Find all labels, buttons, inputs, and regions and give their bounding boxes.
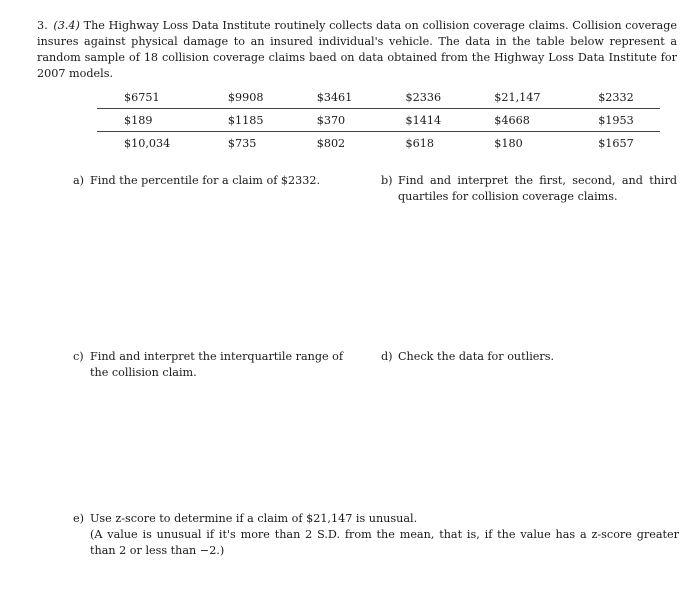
part-e-note: (A value is unusual if it's more than 2 S.D. from the mean, that is, if the value has a z-score greater than 2 or less than −2.) [90,528,679,557]
table-cell: $6751 [97,86,201,109]
part-c-label: c) [73,350,84,363]
part-d-text: Check the data for outliers. [398,350,555,363]
table-cell: $2332 [571,86,660,109]
part-d-label: d) [381,350,393,363]
table-cell: $735 [227,136,257,150]
table-cell: $1657 [598,136,634,150]
part-d [381,349,671,365]
claims-table [97,86,660,154]
table-cell: $618 [405,136,434,150]
part-b-text: Find and interpret the first, second, and third quartiles for collision coverage claims. [398,174,677,203]
part-c-text: Find and interpret the interquartile range of the collision claim. [90,350,344,379]
part-e-body [73,511,679,559]
table-cell: $1185 [201,109,290,132]
table-cell: $180 [494,136,523,150]
table-cell: $1953 [571,109,660,132]
part-c [73,349,363,381]
part-e [73,511,679,559]
part-b-label: b) [381,174,393,187]
table-cell: $10,034 [124,136,171,150]
part-b [381,173,677,205]
table-cell: $802 [316,136,346,150]
table-cell: $2336 [378,86,467,109]
table-cell: $4668 [467,109,571,132]
table-cell: $370 [290,109,379,132]
problem-reference: (3.4) [53,19,80,32]
problem-text: The Highway Loss Data Institute routinely collects data on collision coverage claims. Collision coverage insures against physical damage to an insured individual's vehicle. The data in the table below represent a random sample of 18 collision coverage claims baed on data obtained from the Highway Loss Data Institute for 2007 models. [37,19,677,80]
table-cell: $3461 [290,86,379,109]
table-cell: $9908 [201,86,290,109]
problem-statement [37,18,677,82]
table-cell: $21,147 [467,86,571,109]
part-e-text: Use z-score to determine if a claim of $21,147 is unusual. [90,512,418,525]
table-row [97,109,660,132]
table-cell: $189 [97,109,201,132]
part-a-text: Find the percentile for a claim of $2332. [90,174,321,187]
part-a [73,173,353,189]
problem-number: 3. [37,19,48,32]
table-cell: $1414 [378,109,467,132]
table-row [97,132,660,155]
part-a-label: a) [73,174,85,187]
table-row [97,86,660,109]
part-e-label: e) [73,512,84,525]
